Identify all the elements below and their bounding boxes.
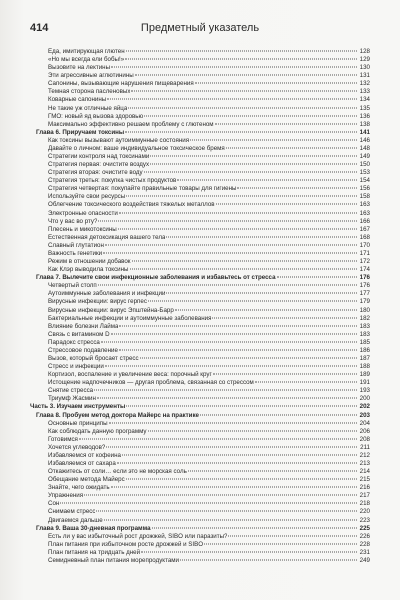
- toc-entry-title: Естественная детоксикация вашего тела: [48, 233, 166, 241]
- dot-leader: [180, 559, 357, 560]
- toc-entry: [30, 420, 370, 428]
- toc-chapter: [30, 412, 370, 420]
- toc-entry-title: Хочется углеводов?: [48, 443, 106, 451]
- toc-page-number: 212: [359, 451, 370, 459]
- toc-entry-title: Откажитесь от соли… если это не морская соль: [48, 468, 187, 476]
- toc-page-number: 171: [359, 249, 370, 257]
- toc-page-number: 141: [359, 128, 370, 136]
- dot-leader: [96, 511, 357, 512]
- toc-entry: [30, 371, 370, 379]
- dot-leader: [101, 341, 357, 342]
- toc-page-number: 208: [359, 435, 370, 443]
- dot-leader: [195, 83, 357, 84]
- dot-leader: [97, 398, 357, 399]
- toc-page-number: 156: [359, 185, 370, 193]
- dot-leader: [125, 59, 357, 60]
- toc-entry-title: Максимально эффективно решаем проблему с глютеном: [48, 120, 214, 128]
- toc-entry: [30, 323, 370, 331]
- toc-entry-title: Бактериальные инфекции и аутоиммунные заболевания: [48, 314, 212, 322]
- toc-entry: [30, 137, 370, 145]
- toc-entry-title: Готовимся: [48, 435, 78, 443]
- page-header: [30, 22, 370, 38]
- dot-leader: [94, 390, 357, 391]
- toc-entry: [30, 468, 370, 476]
- toc-entry: [30, 201, 370, 209]
- toc-entry: [30, 177, 370, 185]
- toc-page-number: 167: [359, 225, 370, 233]
- toc-page-number: 136: [359, 112, 370, 120]
- toc-entry: [30, 460, 370, 468]
- toc-entry: [30, 436, 370, 444]
- dot-leader: [106, 446, 357, 447]
- dot-leader: [204, 543, 357, 544]
- toc-page-number: 183: [359, 322, 370, 330]
- toc-entry-title: ГМО: новый яд вызова здоровью: [48, 112, 144, 120]
- toc-entry-title: Эти агрессивные аглютинины: [48, 72, 134, 80]
- toc-entry: [30, 113, 370, 121]
- toc-page-number: 226: [359, 532, 370, 540]
- dot-leader: [131, 91, 357, 92]
- toc-page-number: 180: [359, 306, 370, 314]
- toc-entry-title: Вирусные инфекции: вирус Эпштейна-Барр: [48, 306, 174, 314]
- toc-entry: [30, 169, 370, 177]
- toc-page-number: 163: [359, 201, 370, 209]
- toc-entry-title: Есть ли у вас избыточный рост дрожжей, SIBO или паразиты?: [48, 532, 228, 540]
- dot-leader: [212, 317, 357, 318]
- dot-leader: [126, 406, 357, 407]
- toc-entry: [30, 161, 370, 169]
- toc-page-number: 193: [359, 387, 370, 395]
- toc-page-number: 211: [360, 443, 370, 451]
- toc-page-number: 166: [359, 217, 370, 225]
- toc-entry-title: Как соблюдать данную программу: [48, 427, 147, 435]
- toc-page-number: 129: [359, 56, 370, 64]
- toc-entry-title: Связь с витамином D: [48, 330, 110, 338]
- dot-leader: [111, 67, 357, 68]
- toc-entry-title: Стратегия вторая: очистите воду: [48, 169, 143, 177]
- dot-leader: [277, 277, 357, 278]
- toc-entry: [30, 557, 370, 565]
- toc-entry: [30, 145, 370, 153]
- dot-leader: [105, 366, 357, 367]
- dot-leader: [117, 462, 357, 463]
- toc-page-number: 134: [359, 96, 370, 104]
- dot-leader: [190, 139, 357, 140]
- toc-entry: [30, 379, 370, 387]
- toc-page-number: 174: [359, 266, 370, 274]
- toc-page-number: 128: [359, 48, 370, 55]
- toc-page-number: 177: [359, 290, 370, 298]
- toc-entry: [30, 444, 370, 452]
- toc-entry-title: Сон: [48, 500, 60, 508]
- toc-entry: [30, 242, 370, 250]
- toc-entry-title: Глава 9. Ваша 30-дневная программа: [36, 524, 151, 532]
- toc-entry-title: Знайте, чего ожидать: [48, 484, 110, 492]
- toc-entry-title: Важность генетики: [48, 249, 103, 257]
- toc-page-number: 170: [359, 241, 370, 249]
- dot-leader: [111, 333, 357, 334]
- toc-chapter: [30, 525, 370, 533]
- page-number: 414: [30, 22, 49, 34]
- dot-leader: [228, 535, 357, 536]
- toc-entry-title: Кортизол, воспаление и увеличение веса: порочный круг: [48, 371, 212, 379]
- toc-entry-title: Вызовите на лектины: [48, 64, 111, 72]
- toc-entry: [30, 48, 370, 56]
- dot-leader: [79, 438, 357, 439]
- toc-page-number: 249: [359, 556, 370, 564]
- toc-entry-title: Глава 7. Вылечите свои инфекционные заболевания и избавьтесь от стресса: [36, 274, 276, 282]
- toc-entry-title: Снимаем стресс: [48, 508, 96, 516]
- toc-entry: [30, 476, 370, 484]
- toc-entry: [30, 185, 370, 193]
- toc-entry-title: Плесень и микотоксины: [48, 225, 117, 233]
- toc-page-number: 150: [359, 161, 370, 169]
- toc-entry: [30, 250, 370, 258]
- toc-entry: [30, 88, 370, 96]
- toc-entry-title: Основные принципы: [48, 419, 108, 427]
- dot-leader: [148, 430, 357, 431]
- dot-leader: [144, 115, 357, 116]
- toc-page-number: 133: [359, 88, 370, 96]
- dot-leader: [60, 503, 357, 504]
- toc-entry-title: «Но мы всегда ели бобы!»: [48, 56, 125, 64]
- toc-entry-title: Используйте свои ресурсы: [48, 193, 126, 201]
- toc-entry: [30, 355, 370, 363]
- dot-leader: [105, 244, 357, 245]
- toc-entry: [30, 307, 370, 315]
- toc-page-number: 132: [359, 80, 370, 88]
- dot-leader: [200, 414, 357, 415]
- dot-leader: [84, 495, 357, 496]
- toc-entry: [30, 331, 370, 339]
- toc-entry-title: Семидневный план питания морепродуктами: [48, 556, 179, 564]
- toc-entry-title: Часть 3. Изучаем инструменты: [30, 403, 126, 411]
- toc-page-number: 202: [359, 403, 370, 411]
- dot-leader: [98, 285, 357, 286]
- toc-entry: [30, 428, 370, 436]
- dot-leader: [255, 382, 357, 383]
- toc-page-number: 168: [359, 233, 370, 241]
- toc-entry: [30, 72, 370, 80]
- toc-entry: [30, 234, 370, 242]
- toc-entry-title: Давайте о личном: ваше индивидуальное токсическое бремя: [48, 144, 225, 152]
- toc-entry: [30, 315, 370, 323]
- toc-page-number: 176: [359, 282, 370, 290]
- toc-page-number: 223: [359, 516, 370, 524]
- toc-page-number: 225: [359, 524, 370, 532]
- toc-entry: [30, 517, 370, 525]
- dot-leader: [107, 99, 357, 100]
- toc-entry: [30, 395, 370, 403]
- toc-entry: [30, 121, 370, 129]
- toc-page-number: 135: [359, 104, 370, 112]
- toc-page-number: 218: [359, 500, 370, 508]
- dot-leader: [166, 236, 357, 237]
- toc-page-number: 182: [359, 314, 370, 322]
- toc-entry-title: Триумф Жасмин: [48, 395, 96, 403]
- toc-entry: [30, 226, 370, 234]
- toc-entry-title: Двигаемся дальше: [48, 516, 103, 524]
- toc-page-number: 220: [359, 508, 370, 516]
- toc-page-number: 153: [359, 169, 370, 177]
- dot-leader: [111, 487, 357, 488]
- toc-entry-title: Аутоиммунные заболевания и инфекции: [48, 290, 166, 298]
- toc-entry-title: Глава 8. Пробуем метод доктора Майерс на практике: [36, 411, 199, 419]
- toc-entry: [30, 492, 370, 500]
- toc-entry: [30, 105, 370, 113]
- dot-leader: [226, 147, 357, 148]
- dot-leader: [119, 325, 357, 326]
- toc-entry-title: Глава 6. Приручаем токсины: [36, 128, 125, 136]
- toc-entry-title: Вирусные инфекции: вирус герпес: [48, 298, 147, 306]
- toc-entry: [30, 347, 370, 355]
- toc-entry-title: Снятие стресса: [48, 387, 94, 395]
- dot-leader: [132, 261, 357, 262]
- toc-page-number: 189: [359, 371, 370, 379]
- toc-entry-title: Избавляемся от кофеина: [48, 451, 121, 459]
- dot-leader: [237, 188, 357, 189]
- toc-entry: [30, 387, 370, 395]
- dot-leader: [119, 349, 357, 350]
- toc-entry: [30, 193, 370, 201]
- dot-leader: [215, 123, 357, 124]
- toc-page-number: 179: [359, 298, 370, 306]
- toc-entry-title: Стресс и инфекции: [48, 363, 104, 371]
- toc-entry: [30, 282, 370, 290]
- toc-page-number: 216: [359, 484, 370, 492]
- toc-page-number: 215: [359, 476, 370, 484]
- toc-entry: [30, 210, 370, 218]
- toc-page-number: 200: [359, 395, 370, 403]
- toc-entry-title: Стратегия четвертая: покупайте правильные товары для гигиены: [48, 185, 237, 193]
- dot-leader: [104, 519, 357, 520]
- toc-page-number: 214: [359, 468, 370, 476]
- toc-entry-title: Стратегии контроля над токсинами: [48, 153, 150, 161]
- toc-entry-title: Как Клэр выводила токсины: [48, 266, 129, 274]
- toc-page-number: 185: [359, 338, 370, 346]
- toc-page-number: 204: [359, 419, 370, 427]
- dot-leader: [118, 228, 357, 229]
- dot-leader: [150, 164, 357, 165]
- toc-entry: [30, 549, 370, 557]
- toc-entry-title: Парадокс стресса: [48, 338, 100, 346]
- dot-leader: [126, 51, 357, 52]
- toc-entry-title: Влияние болезни Лайма: [48, 322, 119, 330]
- toc-entry-title: Стратегия третья: покупка чистых продуктов: [48, 177, 177, 185]
- running-title: Предметный указатель: [140, 22, 260, 34]
- toc-page-number: 158: [359, 193, 370, 201]
- toc-entry-title: Истощение надпочечников — другая проблема, связанная со стрессом: [48, 379, 254, 387]
- toc-page-number: 231: [359, 548, 370, 556]
- toc-page-number: 206: [359, 427, 370, 435]
- toc-page-number: 203: [359, 411, 370, 419]
- toc-entry: [30, 80, 370, 88]
- dot-leader: [109, 422, 357, 423]
- toc-entry: [30, 541, 370, 549]
- dot-leader: [216, 204, 357, 205]
- toc-entry-title: Избавляемся от сахара: [48, 459, 116, 467]
- dot-leader: [130, 269, 358, 270]
- toc-entry: [30, 153, 370, 161]
- toc-part: [30, 403, 370, 411]
- toc-entry: [30, 298, 370, 306]
- toc-entry-title: План питания на тридцать дней: [48, 548, 141, 556]
- toc-page-number: 228: [359, 540, 370, 548]
- toc-entry-title: Стрессовое подавление: [48, 346, 118, 354]
- toc-entry: [30, 484, 370, 492]
- toc-page-number: 148: [359, 144, 370, 152]
- toc-page-number: 191: [359, 379, 370, 387]
- toc-entry-title: Режим в отношении добавок: [48, 258, 131, 266]
- toc-page-number: 131: [359, 72, 370, 80]
- dot-leader: [188, 471, 357, 472]
- dot-leader: [122, 454, 357, 455]
- dot-leader: [103, 252, 357, 253]
- toc-entry: [30, 339, 370, 347]
- toc-page-number: 163: [359, 209, 370, 217]
- dot-leader: [148, 301, 357, 302]
- toc-page-number: 187: [359, 354, 370, 362]
- dot-leader: [144, 172, 357, 173]
- dot-leader: [175, 309, 357, 310]
- dot-leader: [152, 527, 357, 528]
- toc-entry-title: Четвертый столп: [48, 282, 97, 290]
- toc-entry: [30, 290, 370, 298]
- toc-page-number: 172: [359, 258, 370, 266]
- toc-entry-title: Как токсины вызывают аутоиммунные состояния: [48, 136, 190, 144]
- toc-entry-title: Вызов, который бросает стресс: [48, 354, 139, 362]
- toc-entry-title: Славный глутатион: [48, 241, 104, 249]
- dot-leader: [140, 357, 357, 358]
- dot-leader: [213, 374, 357, 375]
- dot-leader: [177, 180, 357, 181]
- toc-entry: [30, 218, 370, 226]
- toc-entry: [30, 500, 370, 508]
- toc-entry-title: Облегчение токсического воздействия тяжелых металлов: [48, 201, 215, 209]
- toc-page-number: 213: [359, 459, 370, 467]
- toc-entry: [30, 533, 370, 541]
- toc-entry-title: Темная сторона пасленовых: [48, 88, 131, 96]
- toc-entry-title: Упражнения: [48, 492, 84, 500]
- toc-entry-title: Коварные сапонины: [48, 96, 107, 104]
- toc-entry-title: Электронные опасности: [48, 209, 118, 217]
- toc-entry-title: Обещание метода Майерс: [48, 476, 125, 484]
- toc-entry: [30, 56, 370, 64]
- toc-page-number: 176: [359, 274, 370, 282]
- toc-page-number: 146: [359, 136, 370, 144]
- dot-leader: [98, 220, 357, 221]
- dot-leader: [125, 131, 357, 132]
- toc-chapter: [30, 274, 370, 282]
- toc-entry-title: Что у вас во рту?: [48, 217, 98, 225]
- dot-leader: [150, 156, 357, 157]
- toc-entry-title: План питания при избыточном росте дрожжей и SIBO: [48, 540, 204, 548]
- toc-page-number: 154: [359, 177, 370, 185]
- toc-page-number: 188: [359, 363, 370, 371]
- toc-entry: [30, 452, 370, 460]
- toc-entry-title: Еда, имитирующая глютен: [48, 48, 125, 55]
- toc-entry: [30, 508, 370, 516]
- dot-leader: [166, 293, 357, 294]
- toc-entry: [30, 96, 370, 104]
- dot-leader: [119, 212, 357, 213]
- toc-page-number: 149: [359, 153, 370, 161]
- dot-leader: [135, 75, 357, 76]
- toc-page-number: 183: [359, 330, 370, 338]
- toc-entry-title: Сапонины, вызывающие нарушения пищеварения: [48, 80, 194, 88]
- toc-entry-title: Стратегия первая: очистите воздух: [48, 161, 150, 169]
- dot-leader: [126, 196, 357, 197]
- toc-entry: [30, 258, 370, 266]
- toc-chapter: [30, 129, 370, 137]
- dot-leader: [128, 107, 357, 108]
- dot-leader: [126, 479, 357, 480]
- toc-entry: [30, 64, 370, 72]
- toc-page-number: 186: [359, 346, 370, 354]
- toc-entry: [30, 266, 370, 274]
- toc-entry: [30, 363, 370, 371]
- table-of-contents: [30, 48, 370, 565]
- toc-page-number: 138: [359, 120, 370, 128]
- toc-page-number: 130: [359, 64, 370, 72]
- dot-leader: [141, 551, 357, 552]
- toc-entry-title: Не такие уж отличные яйца: [48, 104, 128, 112]
- toc-page-number: 217: [359, 492, 370, 500]
